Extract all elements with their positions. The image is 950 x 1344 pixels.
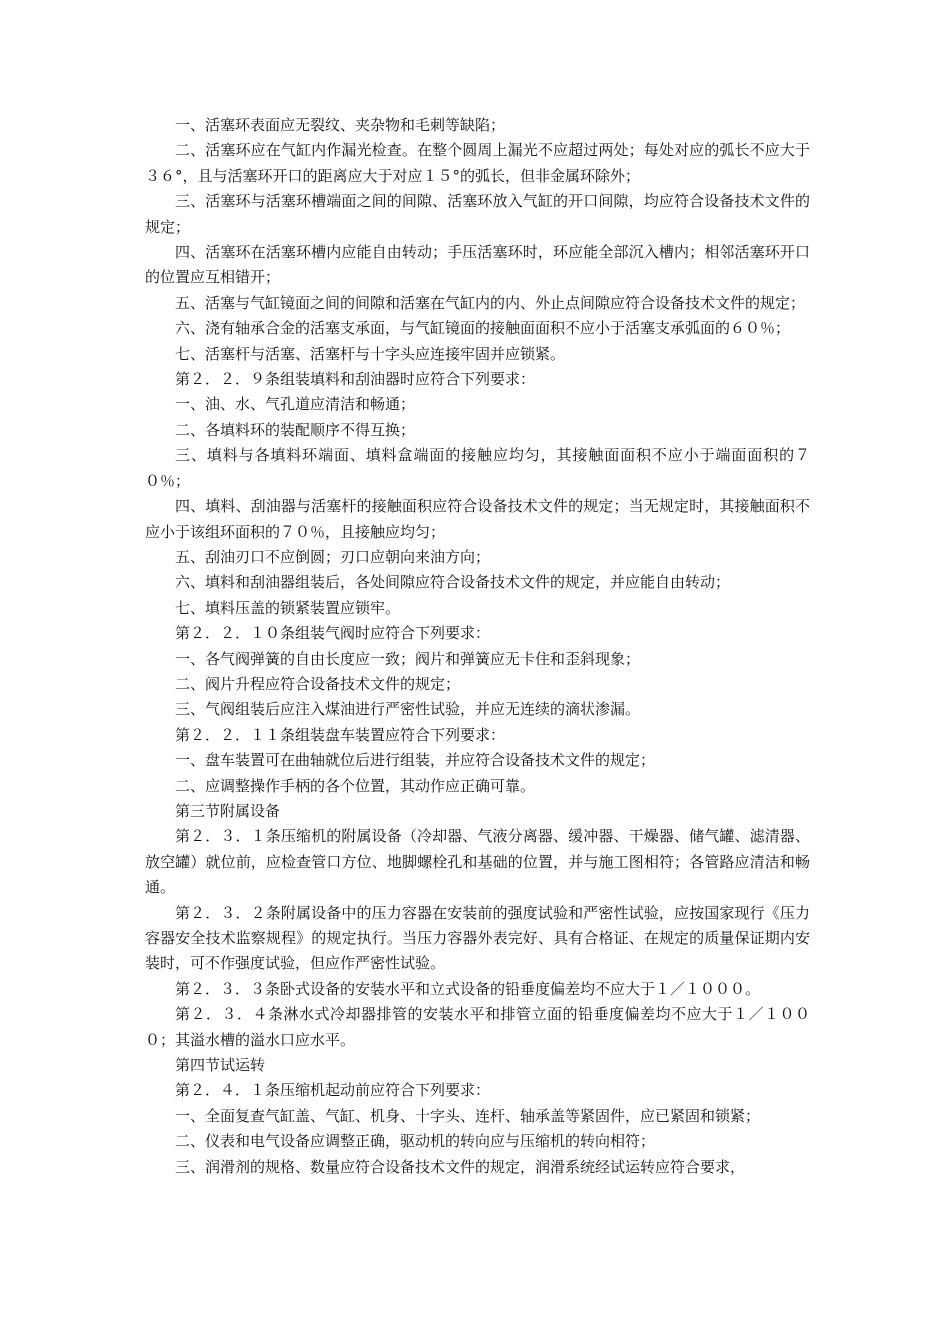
document-body [145, 113, 810, 1180]
paragraph: 一、活塞环表面应无裂纹、夹杂物和毛刺等缺陷； [175, 116, 506, 134]
paragraph: 第四节试运转 [175, 1056, 266, 1075]
paragraph: 第２．２．９条组装填料和刮油器时应符合下列要求： [175, 370, 536, 389]
paragraph: 二、活塞环应在气缸内作漏光检查。在整个圆周上漏光不应超过两处；每处对应的弧长不应大于３６°，且与活塞环开口的距离应大于对应１５°的弧长，但非金属环除外； [145, 141, 810, 185]
paragraph: 一、油、水、气孔道应清洁和畅通； [175, 395, 416, 414]
paragraph: 第２．３．１条压缩机的附属设备（冷却器、气液分离器、缓冲器、干燥器、储气罐、滤清器、放空罐）就位前，应检查管口方位、地脚螺栓孔和基础的位置，并与施工图相符；各管路应清洁和畅通。 [145, 827, 810, 897]
paragraph: 二、各填料环的装配顺序不得互换； [175, 420, 416, 439]
paragraph: 一、全面复查气缸盖、气缸、机身、十字头、连杆、轴承盖等紧固件，应已紧固和锁紧； [175, 1106, 761, 1125]
paragraph: 四、填料、刮油器与活塞杆的接触面积应符合设备技术文件的规定；当无规定时，其接触面积不应小于该组环面积的７０％，且接触应均匀； [145, 497, 810, 541]
paragraph: 三、润滑剂的规格、数量应符合设备技术文件的规定，润滑系统经试运转应符合要求， [175, 1157, 746, 1176]
paragraph: 四、活塞环在活塞环槽内应能自由转动；手压活塞环时，环应能全部沉入槽内；相邻活塞环开口的位置应互相错开； [145, 243, 810, 287]
paragraph: 一、各气阀弹簧的自由长度应一致；阀片和弹簧应无卡住和歪斜现象； [175, 649, 641, 668]
paragraph: 第２．４．１条压缩机起动前应符合下列要求： [175, 1081, 491, 1100]
paragraph: 一、盘车装置可在曲轴就位后进行组装，并应符合设备技术文件的规定； [175, 751, 656, 770]
paragraph: 第２．３．２条附属设备中的压力容器在安装前的强度试验和严密性试验，应按国家现行《压力容器安全技术监察规程》的规定执行。当压力容器外表完好、具有合格证、在规定的质量保证期内安装时，可不作强度试验，但应作严密性试验。 [145, 903, 810, 973]
paragraph: 三、活塞环与活塞环槽端面之间的间隙、活塞环放入气缸的开口间隙，均应符合设备技术文件的规定； [145, 192, 810, 236]
paragraph: 二、应调整操作手柄的各个位置，其动作应正确可靠。 [175, 776, 536, 795]
paragraph: 第２．２．１０条组装气阀时应符合下列要求： [175, 624, 491, 643]
paragraph: 二、阀片升程应符合设备技术文件的规定； [175, 674, 461, 693]
paragraph: 第２．３．４条淋水式冷却器排管的安装水平和排管立面的铅垂度偏差均不应大于１／１０００；其溢水槽的溢水口应水平。 [145, 1005, 810, 1049]
paragraph: 五、活塞与气缸镜面之间的间隙和活塞在气缸内的内、外止点间隙应符合设备技术文件的规定； [175, 293, 806, 312]
paragraph: 七、活塞杆与活塞、活塞杆与十字头应连接牢固并应锁紧。 [175, 344, 566, 363]
paragraph: 二、仪表和电气设备应调整正确，驱动机的转向应与压缩机的转向相符； [175, 1132, 656, 1151]
paragraph: 六、浇有轴承合金的活塞支承面，与气缸镜面的接触面面积不应小于活塞支承弧面的６０％； [175, 319, 791, 338]
paragraph: 五、刮油刃口不应倒圆；刃口应朝向来油方向； [175, 547, 491, 566]
paragraph: 三、气阀组装后应注入煤油进行严密性试验，并应无连续的滴状渗漏。 [175, 700, 641, 719]
paragraph: 六、填料和刮油器组装后，各处间隙应符合设备技术文件的规定，并应能自由转动； [175, 573, 731, 592]
paragraph: 七、填料压盖的锁紧装置应锁牢。 [175, 598, 401, 617]
paragraph: 第２．３．３条卧式设备的安装水平和立式设备的铅垂度偏差均不应大于１／１０００。 [175, 979, 761, 998]
paragraph: 三、填料与各填料环端面、填料盒端面的接触应均匀，其接触面面积不应小于端面面积的７０％； [145, 446, 810, 490]
paragraph: 第三节附属设备 [175, 801, 281, 820]
paragraph: 第２．２．１１条组装盘车装置应符合下列要求： [175, 725, 506, 744]
